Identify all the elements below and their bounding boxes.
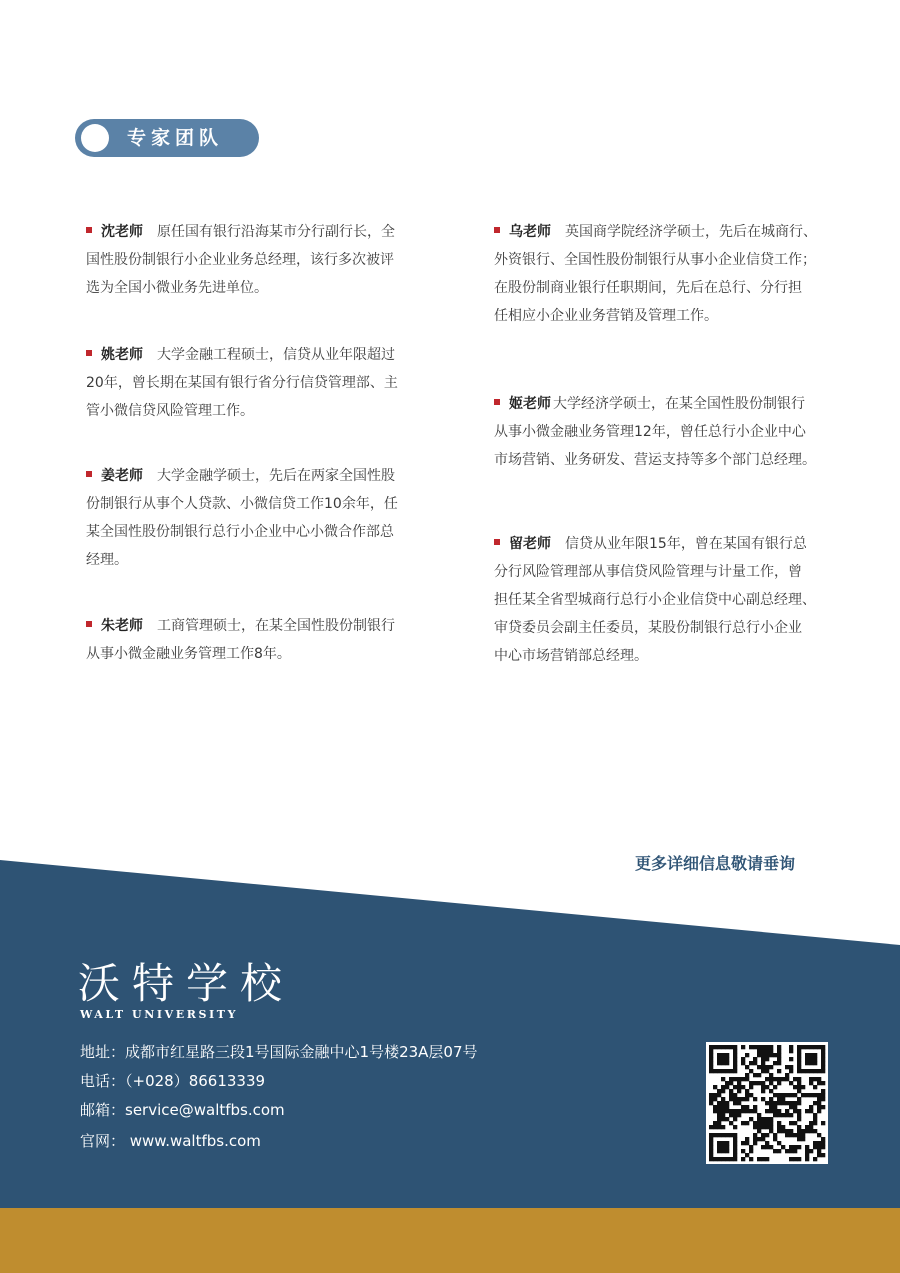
footer-gold-strip <box>0 1208 900 1273</box>
bullet-icon <box>86 621 92 627</box>
bullet-icon <box>86 350 92 356</box>
expert-name: 姜老师 <box>101 468 143 484</box>
expert-jiang <box>86 462 431 574</box>
bullet-icon <box>494 399 500 405</box>
expert-desc-line: 份制银行从事个人贷款、小微信贷工作10余年，任 <box>86 496 398 512</box>
expert-desc-line: 大学金融学硕士，先后在两家全国性股 <box>157 468 395 484</box>
expert-name: 姬老师 <box>509 396 551 412</box>
expert-name: 乌老师 <box>509 224 551 240</box>
expert-name: 留老师 <box>509 536 551 552</box>
expert-wu <box>494 218 854 330</box>
qr-code-graphic <box>706 1042 828 1164</box>
contact-website[interactable]: 官网： www.waltfbs.com <box>80 1132 261 1150</box>
expert-name: 沈老师 <box>101 224 143 240</box>
expert-liu <box>494 530 854 670</box>
expert-desc-line: 信贷从业年限15年，曾在某国有银行总 <box>565 536 807 552</box>
expert-desc-line: 从事小微金融业务管理12年，曾任总行小企业中心 <box>494 424 806 440</box>
bullet-icon <box>494 227 500 233</box>
section-header-badge <box>75 119 259 157</box>
expert-desc-line: 外资银行、全国性股份制银行从事小企业信贷工作； <box>494 252 816 268</box>
expert-desc-line: 任相应小企业业务营销及管理工作。 <box>494 308 718 324</box>
expert-desc-line: 经理。 <box>86 552 128 568</box>
expert-yao <box>86 341 431 425</box>
expert-ji <box>494 390 854 474</box>
bullet-icon <box>494 539 500 545</box>
expert-desc-line: 某全国性股份制银行总行小企业中心小微合作部总 <box>86 524 394 540</box>
expert-name: 朱老师 <box>101 618 143 634</box>
expert-desc-line: 大学金融工程硕士，信贷从业年限超过 <box>157 347 395 363</box>
expert-desc-line: 管小微信贷风险管理工作。 <box>86 403 254 419</box>
contact-address: 地址：成都市红星路三段1号国际金融中心1号楼23A层07号 <box>80 1043 478 1061</box>
expert-desc-line: 担任某全省型城商行总行小企业信贷中心副总经理、 <box>494 592 816 608</box>
more-info-text: 更多详细信息敬请垂询 <box>635 854 796 873</box>
school-logo-en: WALT UNIVERSITY <box>80 1008 239 1021</box>
expert-desc-line: 市场营销、业务研发、营运支持等多个部门总经理。 <box>494 452 816 468</box>
expert-desc-line: 分行风险管理部从事信贷风险管理与计量工作，曾 <box>494 564 802 580</box>
expert-desc-line: 在股份制商业银行任职期间，先后在总行、分行担 <box>494 280 802 296</box>
expert-desc-line: 中心市场营销部总经理。 <box>494 648 648 664</box>
expert-desc-line: 大学经济学硕士，在某全国性股份制银行 <box>553 396 805 412</box>
section-title: 专家团队 <box>127 127 224 149</box>
bullet-icon <box>86 471 92 477</box>
expert-desc-line: 国性股份制银行小企业业务总经理，该行多次被评 <box>86 252 394 268</box>
expert-zhu <box>86 612 431 668</box>
expert-desc-line: 选为全国小微业务先进单位。 <box>86 280 268 296</box>
expert-desc-line: 工商管理硕士，在某全国性股份制银行 <box>157 618 395 634</box>
school-logo-cn: 沃特学校 <box>78 959 295 1008</box>
contact-phone: 电话：（+028）86613339 <box>80 1072 266 1090</box>
circle-icon <box>81 124 109 152</box>
bullet-icon <box>86 227 92 233</box>
qr-code-icon <box>706 1042 828 1164</box>
expert-desc-line: 从事小微金融业务管理工作8年。 <box>86 646 291 662</box>
expert-desc-line: 审贷委员会副主任委员，某股份制银行总行小企业 <box>494 620 802 636</box>
expert-desc-line: 原任国有银行沿海某市分行副行长，全 <box>157 224 395 240</box>
expert-desc-line: 英国商学院经济学硕士，先后在城商行、 <box>565 224 817 240</box>
contact-email[interactable]: 邮箱：service@waltfbs.com <box>80 1101 285 1119</box>
expert-desc-line: 20年，曾长期在某国有银行省分行信贷管理部、主 <box>86 375 398 391</box>
expert-name: 姚老师 <box>101 347 143 363</box>
expert-shen <box>86 218 431 302</box>
